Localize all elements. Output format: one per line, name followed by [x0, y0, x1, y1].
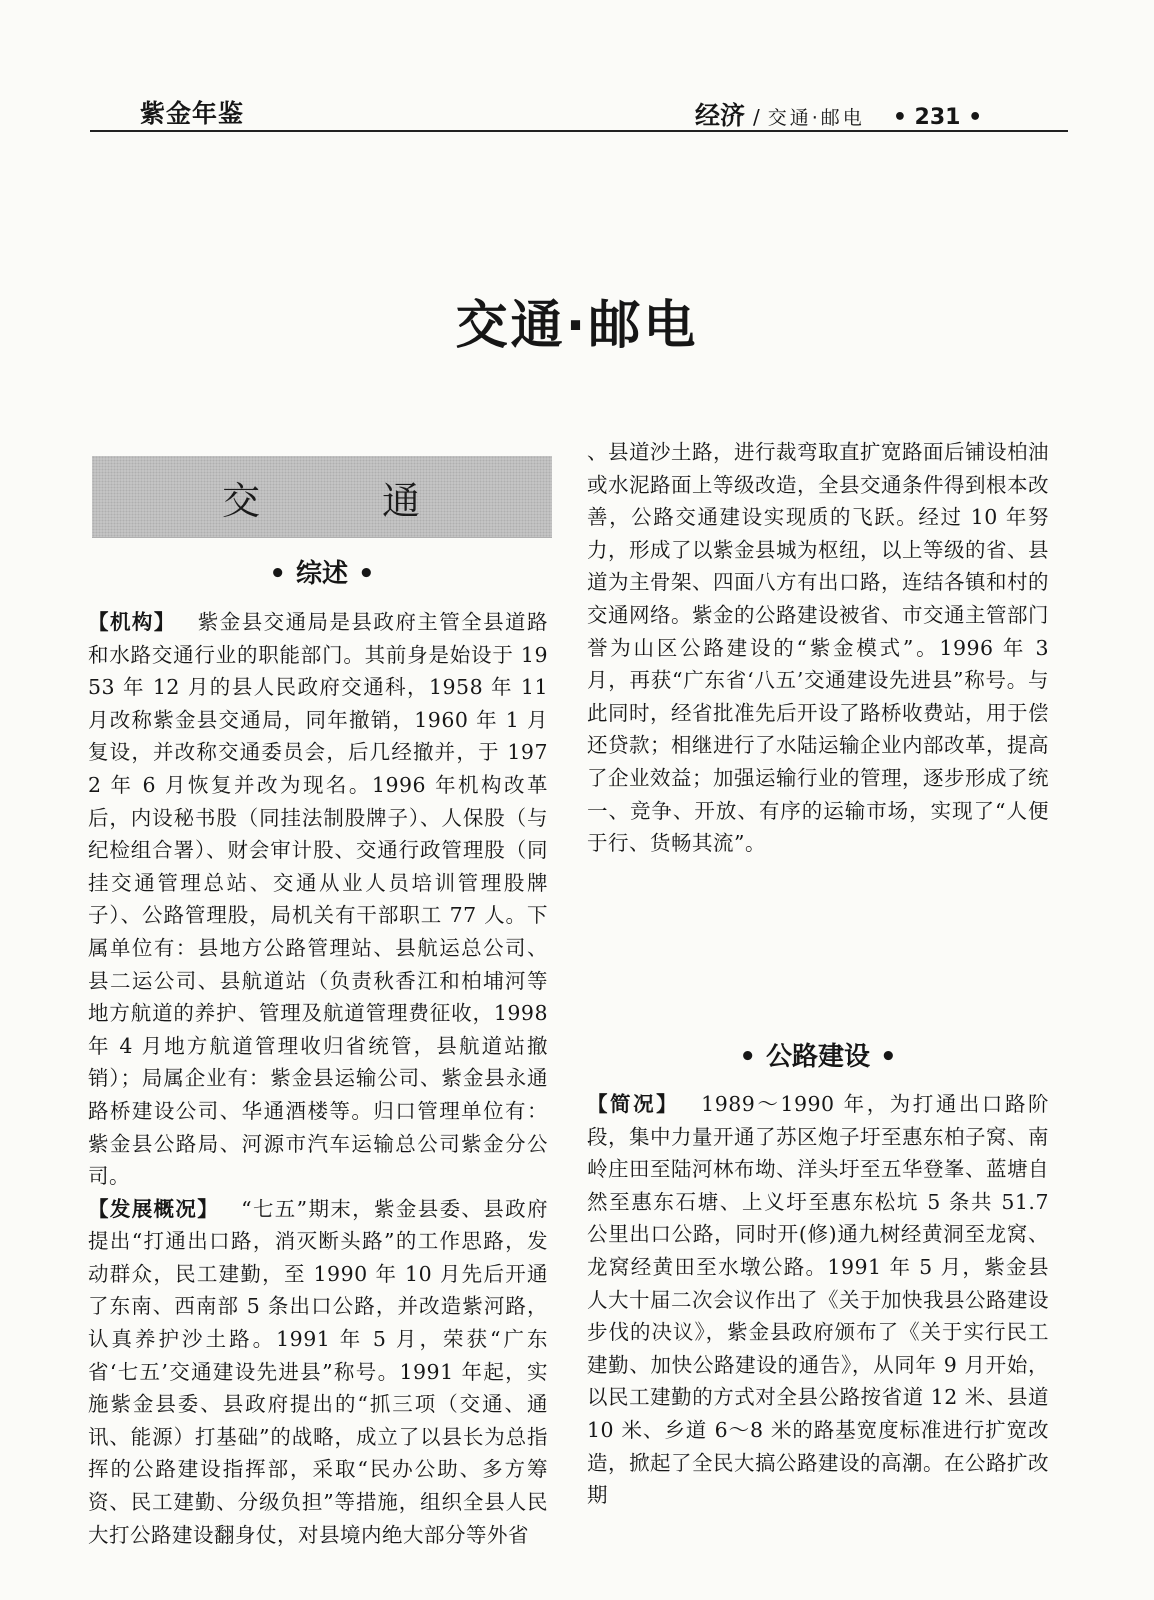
banner-char-1: 交: [222, 479, 261, 523]
highway-heading: [587, 1036, 1049, 1073]
fazhan-paragraph: [88, 1193, 548, 1552]
jiankuang-text: 1989～1990 年，为打通出口路阶段，集中力量开通了苏区炮子圩至惠东柏子窝、南岭庄田至陆河林布坳、洋头圩至五华登峯、蓝塘自然至惠东石塘、上义圩至惠东松坑 5 条共 51.7 公里出口公路，同时开(修)通九树经黄洞至龙窝、龙窝经黄田至水墩公路。1991 年 5 月，紫金县人大十届二次会议作出了《关于加快我县公路建设步伐的决议》，紫金县政府颁布了《关于实行民工建勤、加快公路建设的通告》，从同年 9 月开始，以民工建勤的方式对全县公路按省道 12 米、县道 10 米、乡道 6～8 米的路基宽度标准进行扩宽改造，掀起了全民大搞公路建设的高潮。在公路扩改期: [587, 1092, 1049, 1508]
section-banner: [92, 456, 552, 538]
page-title: 交通·邮电: [455, 296, 699, 356]
jigou-paragraph: [88, 606, 548, 1193]
heading-dot: •: [739, 1042, 756, 1072]
banner-char-2: 通: [382, 479, 421, 523]
fazhan-text-part2: 、县道沙土路，进行裁弯取直扩宽路面后铺设柏油或水泥路面上等级改造，全县交通条件得到根本改善，公路交通建设实现质的飞跃。经过 10 年努力，形成了以紫金县城为枢纽，以上等级的省、县道为主骨架、四面八方有出口路，连结各镇和村的交通网络。紫金的公路建设被省、市交通主管部门誉为山区公路建设的“紫金模式”。1996 年 3 月，再获“广东省‘八五’交通建设先进县”称号。与此同时，经省批准先后开设了路桥收费站，用于偿还贷款；相继进行了水陆运输企业内部改革，提高了企业效益；加强运输行业的管理，逐步形成了统一、竞争、开放、有序的运输市场，实现了“人便于行、货畅其流”。: [587, 440, 1049, 856]
book-title: 紫金年鉴: [140, 99, 245, 128]
jigou-text: 紫金县交通局是县政府主管全县道路和水路交通行业的职能部门。其前身是始设于 1953 年 12 月的县人民政府交通科，1958 年 11 月改称紫金县交通局，同年撤销，1960 年 1 月复设，并改称交通委员会，后几经撤并，于 1972 年 6 月恢复并改为现名。1996 年机构改革后，内设秘书股（同挂法制股牌子）、人保股（与纪检组合署）、财会审计股、交通行政管理股（同挂交通管理总站、交通从业人员培训管理股牌子）、公路管理股，局机关有干部职工 77 人。下属单位有：县地方公路管理站、县航运总公司、县二运公司、县航道站（负责秋香江和柏埔河等地方航道的养护、管理及航道管理费征收，1998 年 4 月地方航道管理收归省统管，县航道站撤销）；局属企业有：紫金县运输公司、紫金县永通路桥建设公司、华通酒楼等。归口管理单位有：紫金县公路局、河源市汽车运输总公司紫金分公司。: [88, 610, 548, 1189]
section-name: 经济: [695, 101, 746, 130]
right-column-top: [587, 436, 1049, 1022]
fazhan-text-part1: “七五”期末，紫金县委、县政府提出“打通出口路，消灭断头路”的工作思路，发动群众，民工建勤，至 1990 年 10 月先后开通了东南、西南部 5 条出口公路，并改造紫河路，认真养护沙土路。1991 年 5 月，荣获“广东省‘七五’交通建设先进县”称号。1991 年起，实施紫金县委、县政府提出的“抓三项（交通、通讯、能源）打基础”的战略，成立了以县长为总指挥的公路建设指挥部，采取“民办公助、多方筹资、民工建勤、分级负担”等措施，组织全县人民大打公路建设翻身仗，对县境内绝大部分等外省: [88, 1196, 548, 1547]
fazhan-continuation: [587, 436, 1049, 860]
heading-dot: •: [880, 1042, 897, 1072]
running-header: [695, 96, 982, 132]
left-column: [88, 606, 548, 1566]
heading-dot: •: [269, 559, 286, 589]
heading-dot: •: [358, 559, 375, 589]
subsection-name: 交通·邮电: [767, 107, 865, 129]
right-column-bottom: [587, 1088, 1049, 1566]
header-rule: [90, 130, 1068, 132]
header-separator: /: [753, 105, 760, 129]
jiankuang-tag: 【简况】: [587, 1092, 680, 1116]
fazhan-tag: 【发展概况】: [88, 1196, 220, 1221]
highway-heading-text: 公路建设: [765, 1042, 870, 1072]
overview-heading: [92, 553, 552, 590]
jiankuang-paragraph: [587, 1088, 1049, 1512]
page-number: • 231 •: [892, 105, 983, 130]
overview-heading-text: 综述: [295, 559, 348, 589]
jigou-tag: 【机构】: [88, 610, 176, 634]
